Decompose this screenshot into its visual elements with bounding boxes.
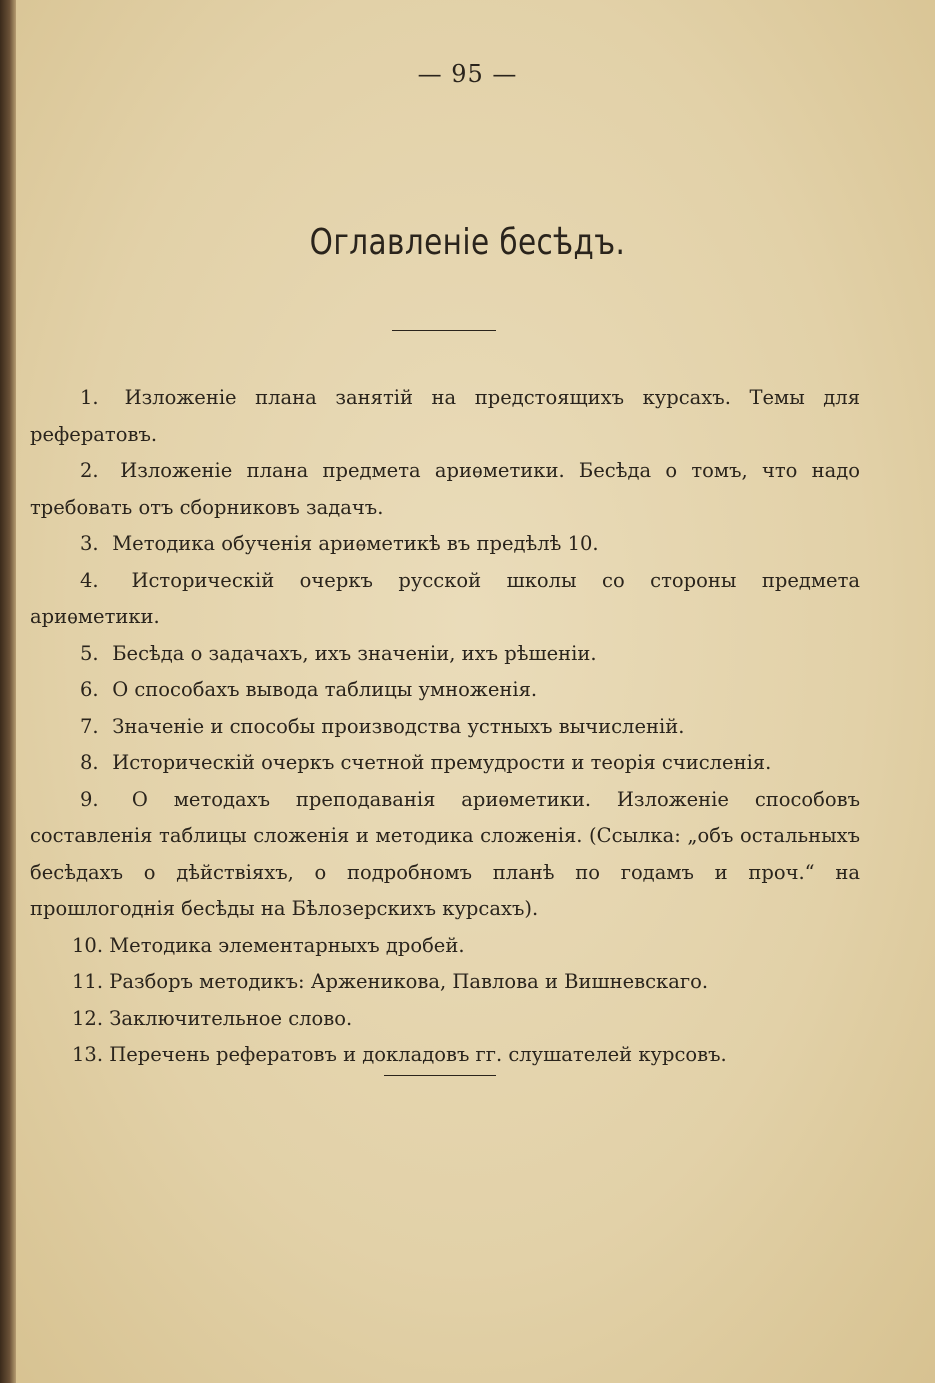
- table-of-contents: [30, 380, 860, 1074]
- entry-number: 11.: [72, 970, 104, 993]
- toc-entry: [30, 964, 860, 1001]
- toc-entry: [30, 1037, 860, 1074]
- page-number: — 95 —: [417, 60, 518, 88]
- entry-number: 5.: [80, 641, 99, 665]
- entry-number: 6.: [80, 678, 99, 701]
- toc-entry: [30, 745, 860, 782]
- title-divider: [392, 330, 496, 331]
- toc-entry: [30, 380, 860, 453]
- entry-text: Историческій очеркъ русской школы со стороны предмета ариѳметики.: [30, 568, 860, 628]
- entry-number: 8.: [80, 751, 99, 774]
- toc-entry: [30, 453, 860, 526]
- entry-text: Перечень рефератовъ и докладовъ гг. слушателей курсовъ.: [109, 1043, 727, 1066]
- entry-number: 9.: [80, 787, 99, 811]
- toc-entry: [30, 782, 860, 928]
- entry-number: 7.: [80, 714, 99, 738]
- entry-number: 10.: [72, 933, 104, 957]
- entry-text: Бесѣда о задачахъ, ихъ значеніи, ихъ рѣшеніи.: [112, 641, 597, 665]
- entry-text: Методика элементарныхъ дробей.: [109, 933, 465, 957]
- entry-text: О методахъ преподаванія ариѳметики. Изложеніе способовъ составленія таблицы сложенія и методика сложенія. (Ссылка: „объ остальныхъ бесѣдахъ о дѣйствіяхъ, о подробномъ планѣ по годамъ и проч.“ на прошлогоднія бесѣды на Бѣлозерскихъ курсахъ).: [30, 787, 861, 920]
- entry-text: Методика обученія ариѳметикѣ въ предѣлѣ 10.: [112, 532, 599, 555]
- toc-entry: [30, 636, 860, 673]
- toc-entry: [30, 928, 860, 965]
- entry-number: 2.: [80, 459, 99, 482]
- end-divider: [384, 1075, 496, 1076]
- toc-entry: [30, 1001, 860, 1038]
- entry-text: Историческій очеркъ счетной премудрости и теорія счисленія.: [112, 751, 772, 774]
- entry-text: Изложеніе плана занятій на предстоящихъ курсахъ. Темы для рефератовъ.: [30, 386, 860, 446]
- entry-text: Заключительное слово.: [109, 1006, 353, 1030]
- entry-number: 1.: [80, 386, 99, 409]
- entry-number: 4.: [80, 568, 99, 592]
- toc-entry: [30, 672, 860, 709]
- entry-text: Значеніе и способы производства устныхъ вычисленій.: [112, 714, 685, 738]
- entry-text: Разборъ методикъ: Арженикова, Павлова и Вишневскаго.: [109, 970, 709, 993]
- entry-number: 12.: [72, 1006, 104, 1030]
- entry-number: 13.: [72, 1043, 104, 1066]
- book-spine: [0, 0, 16, 1383]
- toc-entry: [30, 526, 860, 563]
- toc-entry: [30, 709, 860, 746]
- entry-text: О способахъ вывода таблицы умноженія.: [112, 678, 538, 701]
- toc-entry: [30, 563, 860, 636]
- entry-text: Изложеніе плана предмета ариѳметики. Бесѣда о томъ, что надо требовать отъ сборниковъ задачъ.: [30, 459, 861, 519]
- page-title: Оглавленіе бесѣдъ.: [309, 222, 626, 263]
- entry-number: 3.: [80, 532, 99, 555]
